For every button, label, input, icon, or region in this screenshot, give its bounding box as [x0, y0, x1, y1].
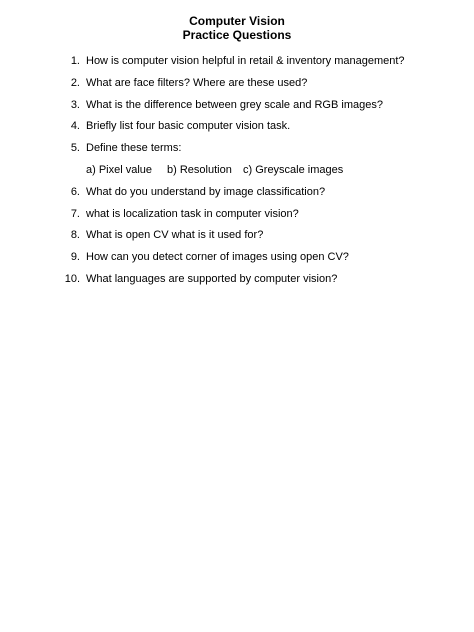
question-number: 10. [64, 272, 80, 285]
question-item [0, 54, 474, 76]
title-line-2: Practice Questions [182, 28, 292, 42]
question-text: How is computer vision helpful in retail & inventory management? [86, 55, 405, 67]
question-item [0, 250, 474, 272]
subterm-pixel-value: a) Pixel value [86, 163, 153, 176]
question-number: 6. [70, 185, 80, 198]
question-text: How can you detect corner of images using open CV? [86, 251, 349, 264]
question-text: What are face filters? Where are these used? [86, 76, 308, 89]
question-number: 9. [70, 251, 80, 264]
question-text: What is the difference between grey scale and RGB images? [86, 98, 383, 111]
question-item [0, 119, 474, 141]
question-item [0, 207, 474, 229]
question-item [0, 76, 474, 98]
subterm-row [0, 163, 474, 185]
question-item [0, 98, 474, 120]
subterm-greyscale-images: c) Greyscale images [243, 163, 344, 176]
question-number: 5. [70, 142, 80, 155]
question-text: What languages are supported by computer vision? [86, 272, 338, 285]
question-number: 2. [70, 76, 80, 89]
question-text: Define these terms: [86, 142, 182, 155]
question-item [0, 228, 474, 250]
title-line-1: Computer Vision [189, 14, 285, 28]
question-number: 8. [70, 229, 80, 242]
question-text: What is open CV what is it used for? [86, 229, 264, 242]
question-number: 1. [70, 55, 80, 67]
question-text: What do you understand by image classification? [86, 185, 326, 198]
question-text: Briefly list four basic computer vision task. [86, 120, 291, 133]
question-list [0, 54, 474, 294]
question-text: what is localization task in computer vision? [86, 207, 299, 220]
subterm-resolution: b) Resolution [167, 163, 232, 176]
question-item [0, 141, 474, 163]
document-title [0, 14, 474, 42]
question-number: 3. [70, 98, 80, 111]
question-item [0, 272, 474, 294]
question-number: 4. [70, 120, 80, 133]
question-item [0, 185, 474, 207]
question-number: 7. [70, 207, 80, 220]
